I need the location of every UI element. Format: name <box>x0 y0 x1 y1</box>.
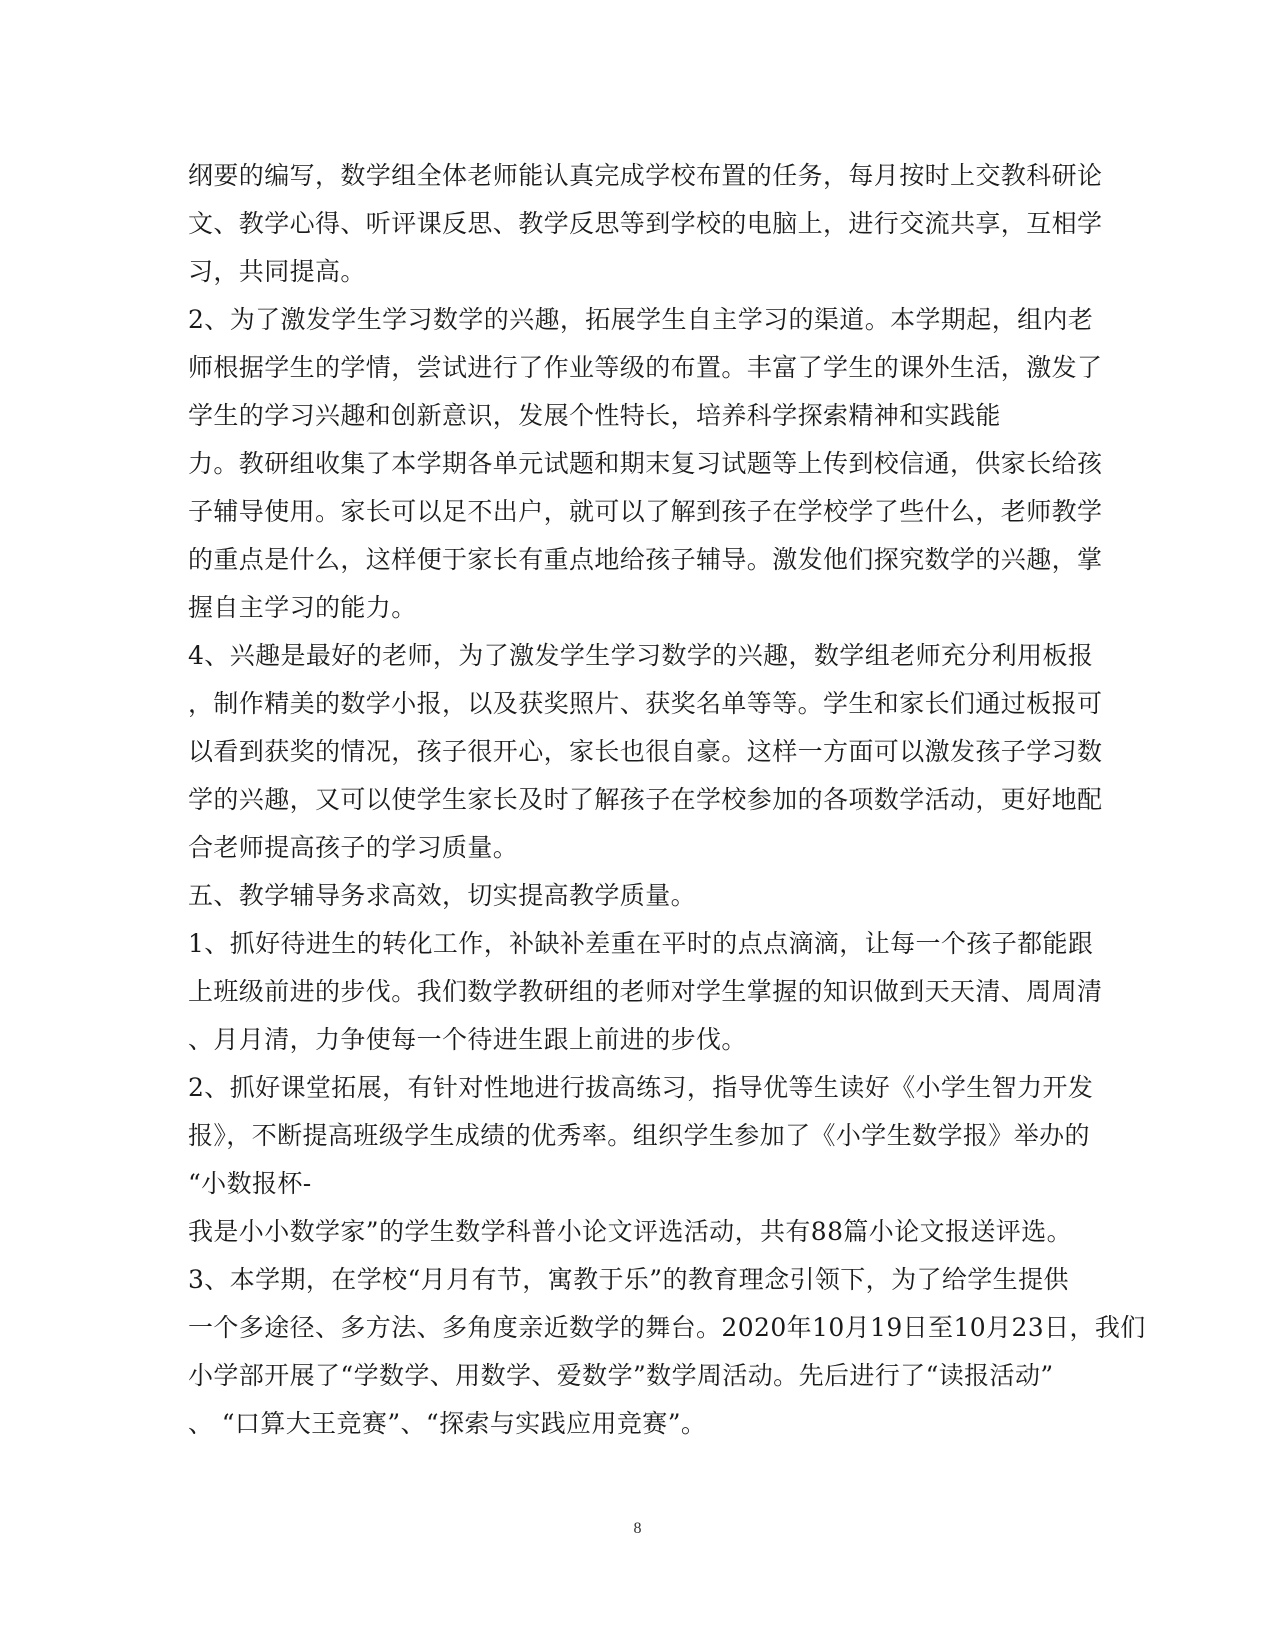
text-line: 师根据学生的学情，尝试进行了作业等级的布置。丰富了学生的课外生活，激发了 <box>188 353 1103 382</box>
text-line: 一个多途径、多方法、多角度亲近数学的舞台。2020年10月19日至10月23日，我们 <box>188 1313 1146 1342</box>
text-line: 力。教研组收集了本学期各单元试题和期末复习试题等上传到校信通，供家长给孩 <box>188 449 1103 478</box>
text-line: 2、抓好课堂拓展，有针对性地进行拔高练习，指导优等生读好《小学生智力开发 <box>188 1073 1094 1102</box>
text-line: 上班级前进的步伐。我们数学教研组的老师对学生掌握的知识做到天天清、周周清 <box>188 977 1103 1006</box>
text-line: 4、兴趣是最好的老师，为了激发学生学习数学的兴趣，数学组老师充分利用板报 <box>188 641 1094 670</box>
text-line: 合老师提高孩子的学习质量。 <box>188 833 519 862</box>
text-line: 学的兴趣，又可以使学生家长及时了解孩子在学校参加的各项数学活动，更好地配 <box>188 785 1103 814</box>
text-line: 文、教学心得、听评课反思、教学反思等到学校的电脑上，进行交流共享，互相学 <box>188 209 1103 238</box>
text-line: 、月月清，力争使每一个待进生跟上前进的步伐。 <box>188 1025 747 1054</box>
text-line: “小数报杯- <box>188 1169 312 1198</box>
text-line: 小学部开展了“学数学、用数学、爱数学”数学周活动。先后进行了“读报活动” <box>188 1361 1054 1390</box>
text-line: 纲要的编写，数学组全体老师能认真完成学校布置的任务，每月按时上交教科研论 <box>188 161 1103 190</box>
text-line: 学生的学习兴趣和创新意识，发展个性特长，培养科学探索精神和实践能 <box>188 401 1001 430</box>
text-line: 3、本学期，在学校“月月有节，寓教于乐”的教育理念引领下，为了给学生提供 <box>188 1265 1069 1294</box>
text-line: 子辅导使用。家长可以足不出户，就可以了解到孩子在学校学了些什么，老师教学 <box>188 497 1103 526</box>
text-line: 的重点是什么，这样便于家长有重点地给孩子辅导。激发他们探究数学的兴趣，掌 <box>188 545 1103 574</box>
text-line: 1、抓好待进生的转化工作，补缺补差重在平时的点点滴滴，让每一个孩子都能跟 <box>188 929 1094 958</box>
text-line: 2、为了激发学生学习数学的兴趣，拓展学生自主学习的渠道。本学期起，组内老 <box>188 305 1094 334</box>
text-line: 报》，不断提高班级学生成绩的优秀率。组织学生参加了《小学生数学报》举办的 <box>188 1121 1090 1150</box>
text-line: 以看到获奖的情况，孩子很开心，家长也很自豪。这样一方面可以激发孩子学习数 <box>188 737 1103 766</box>
text-line: 习，共同提高。 <box>188 257 366 286</box>
text-line: ，制作精美的数学小报，以及获奖照片、获奖名单等等。学生和家长们通过板报可 <box>188 689 1103 718</box>
text-line: 、 “口算大王竞赛”、“探索与实践应用竞赛”。 <box>188 1409 707 1438</box>
page-number: 8 <box>633 1520 642 1537</box>
section-heading: 五、教学辅导务求高效，切实提高教学质量。 <box>188 881 697 910</box>
text-line: 我是小小数学家”的学生数学科普小论文评选活动，共有88篇小论文报送评选。 <box>188 1217 1072 1246</box>
body-text <box>188 152 1146 1448</box>
text-line: 握自主学习的能力。 <box>188 593 417 622</box>
